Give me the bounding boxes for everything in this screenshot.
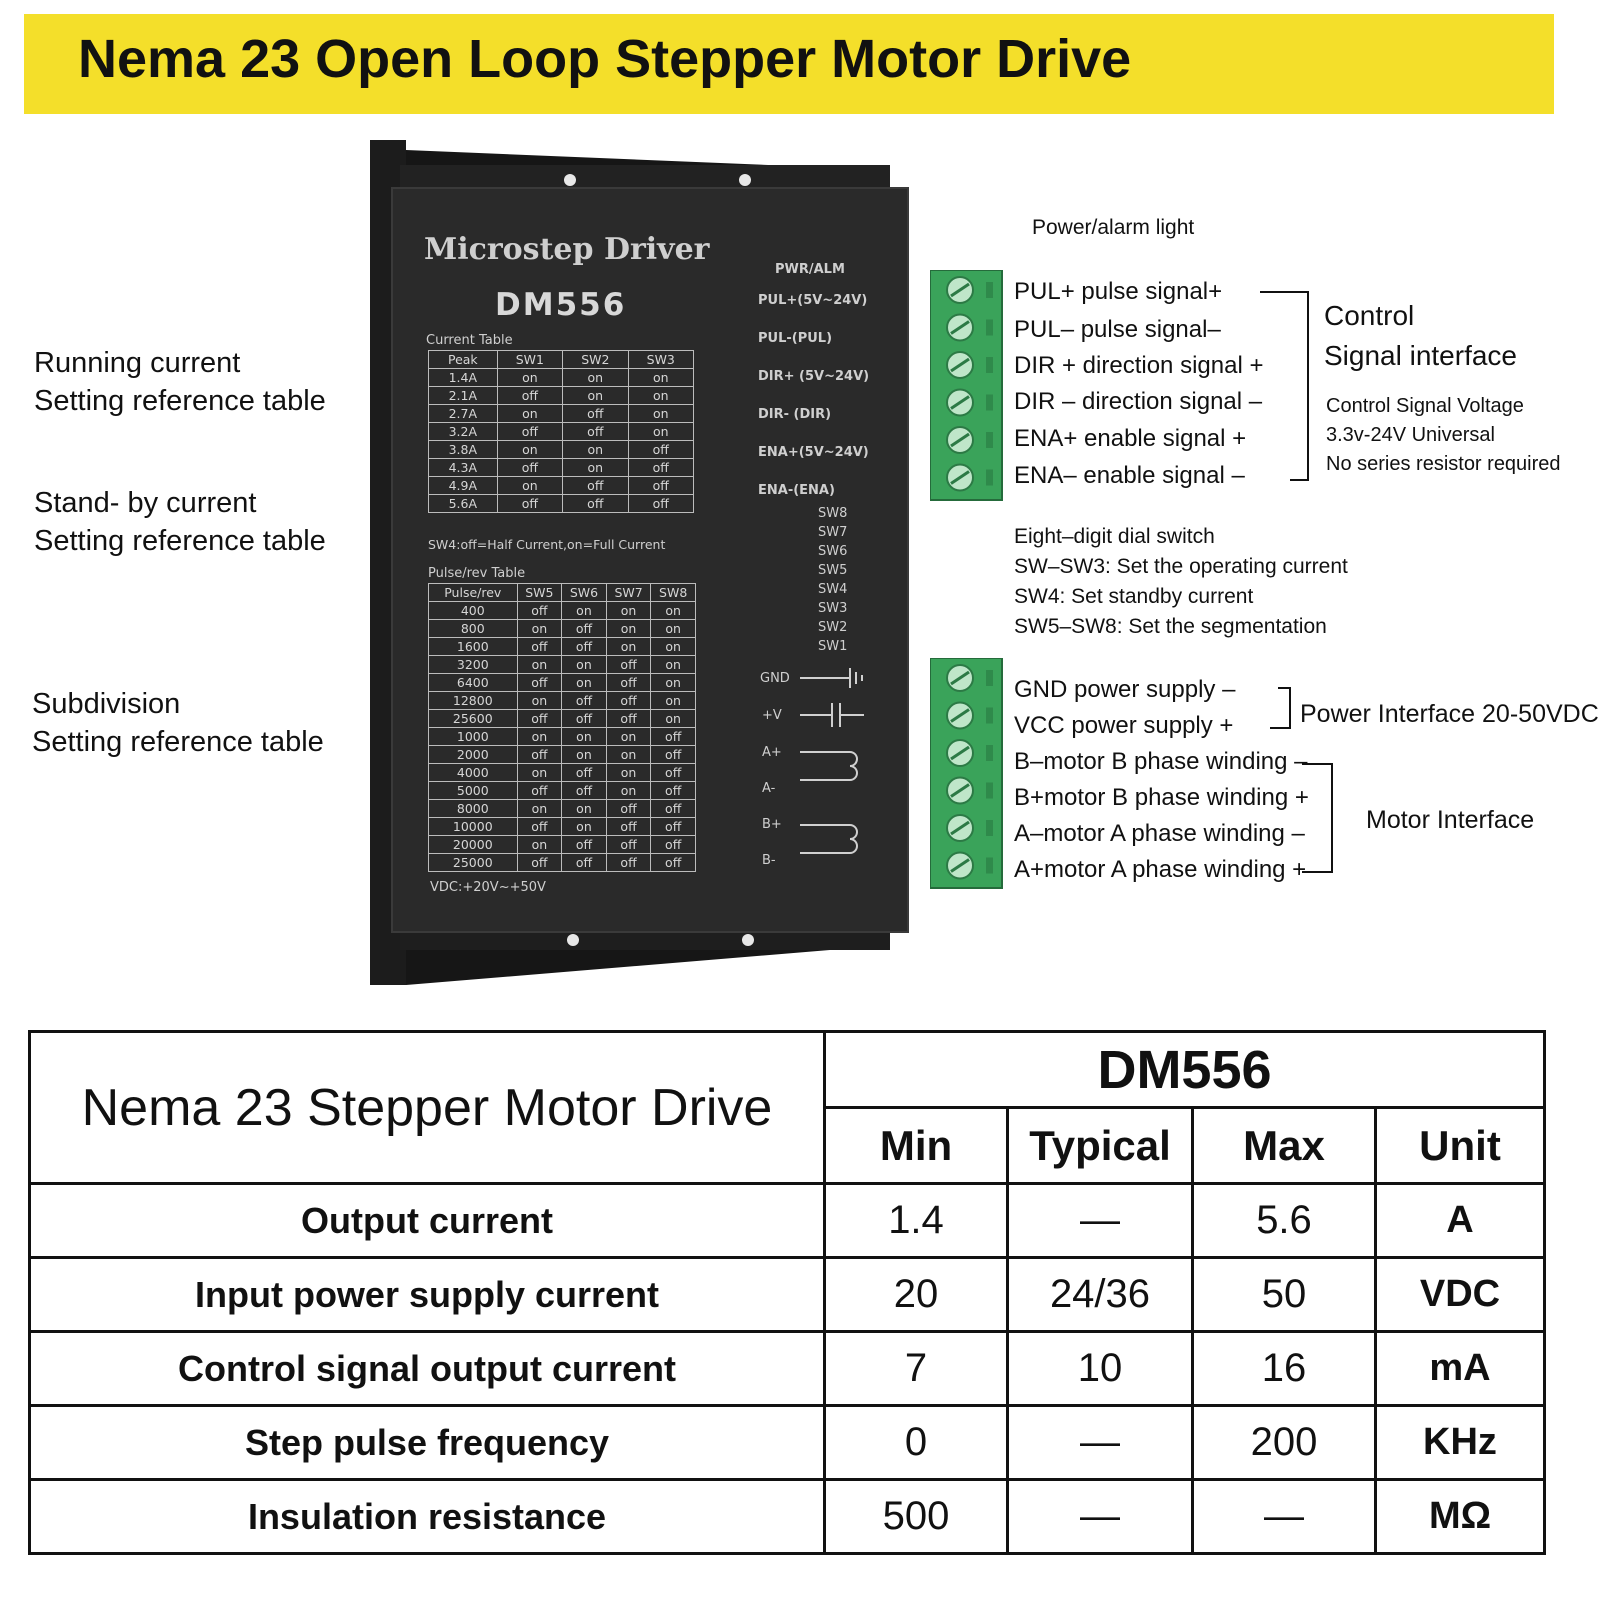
terminal-slot xyxy=(986,820,993,836)
table-cell: on xyxy=(517,728,562,746)
pulse-table xyxy=(428,583,696,872)
table-cell: 8000 xyxy=(429,800,518,818)
table-row xyxy=(429,387,694,405)
power-signal-label: GND power supply – xyxy=(1014,676,1236,703)
pin-label: ENA-(ENA) xyxy=(758,483,835,498)
control-signal-label: ENA– enable signal – xyxy=(1014,462,1245,489)
header-typical: Typical xyxy=(1008,1108,1193,1184)
table-header-cell: SW6 xyxy=(562,584,607,602)
table-cell: off xyxy=(606,656,651,674)
table-cell: on xyxy=(606,728,651,746)
table-row xyxy=(429,495,694,513)
table-cell: off xyxy=(562,836,607,854)
control-interface-label: Control Signal interface xyxy=(1324,300,1518,371)
power-pin-label: B+ xyxy=(762,817,782,832)
spec-typ: 24/36 xyxy=(1008,1258,1193,1332)
table-cell: on xyxy=(628,405,693,423)
table-cell: on xyxy=(517,800,562,818)
power-pin-label: A- xyxy=(762,781,776,796)
switch-label: SW7 xyxy=(818,525,848,540)
table-header-cell: SW5 xyxy=(517,584,562,602)
table-row xyxy=(429,800,696,818)
table-row xyxy=(429,818,696,836)
table-cell: on xyxy=(628,369,693,387)
table-cell: 800 xyxy=(429,620,518,638)
spec-param: Insulation resistance xyxy=(30,1480,825,1554)
table-cell: on xyxy=(651,602,696,620)
table-cell: off xyxy=(651,800,696,818)
table-cell: off xyxy=(651,818,696,836)
spec-param: Input power supply current xyxy=(30,1258,825,1332)
spec-max: 200 xyxy=(1193,1406,1376,1480)
table-cell: on xyxy=(606,620,651,638)
table-cell: off xyxy=(517,818,562,836)
table-cell: 20000 xyxy=(429,836,518,854)
control-signal-label: DIR – direction signal – xyxy=(1014,388,1263,415)
table-cell: off xyxy=(606,854,651,872)
pin-label: DIR- (DIR) xyxy=(758,407,832,422)
table-row xyxy=(429,836,696,854)
table-cell: on xyxy=(651,674,696,692)
table-cell: on xyxy=(563,441,628,459)
table-cell: on xyxy=(563,369,628,387)
pin-label: PUL+(5V~24V) xyxy=(758,293,868,308)
table-cell: 1000 xyxy=(429,728,518,746)
switch-label: SW1 xyxy=(818,639,848,654)
table-cell: on xyxy=(497,405,562,423)
table-cell: off xyxy=(497,459,562,477)
table-cell: on xyxy=(517,764,562,782)
table-cell: on xyxy=(606,746,651,764)
table-row xyxy=(429,477,694,495)
spec-max: 5.6 xyxy=(1193,1184,1376,1258)
table-cell: off xyxy=(517,710,562,728)
spec-model: DM556 xyxy=(825,1032,1545,1108)
spec-title: Nema 23 Stepper Motor Drive xyxy=(30,1032,825,1184)
table-cell: off xyxy=(628,441,693,459)
table-cell: 10000 xyxy=(429,818,518,836)
spec-table xyxy=(28,1030,1546,1555)
spec-min: 1.4 xyxy=(825,1184,1008,1258)
power-pin-label: B- xyxy=(762,853,776,868)
table-cell: 25600 xyxy=(429,710,518,728)
spec-max: 16 xyxy=(1193,1332,1376,1406)
table-cell: off xyxy=(628,477,693,495)
pin-label: PWR/ALM xyxy=(775,262,845,277)
spec-min: 20 xyxy=(825,1258,1008,1332)
table-cell: off xyxy=(628,495,693,513)
table-cell: on xyxy=(651,710,696,728)
table-cell: 2.7A xyxy=(429,405,498,423)
table-row xyxy=(429,728,696,746)
spec-min: 500 xyxy=(825,1480,1008,1554)
table-cell: on xyxy=(651,620,696,638)
spec-unit: VDC xyxy=(1376,1258,1545,1332)
table-cell: 4.3A xyxy=(429,459,498,477)
table-cell: 12800 xyxy=(429,692,518,710)
power-interface-label: Power Interface 20-50VDC xyxy=(1300,700,1599,728)
control-signal-label: PUL+ pulse signal+ xyxy=(1014,278,1223,305)
terminal-slot xyxy=(986,282,993,298)
table-cell: off xyxy=(563,495,628,513)
table-cell: on xyxy=(497,441,562,459)
table-cell: on xyxy=(517,836,562,854)
table-cell: 2.1A xyxy=(429,387,498,405)
table-cell: off xyxy=(651,746,696,764)
power-pin-label: A+ xyxy=(762,745,782,760)
table-header-cell: Pulse/rev xyxy=(429,584,518,602)
control-voltage-note: Control Signal Voltage 3.3v-24V Universal No series resistor required xyxy=(1326,395,1561,475)
power-pin-label: GND xyxy=(760,671,790,686)
table-cell: 25000 xyxy=(429,854,518,872)
table-cell: on xyxy=(562,746,607,764)
table-cell: off xyxy=(651,782,696,800)
table-row xyxy=(429,459,694,477)
switch-label: SW5 xyxy=(818,563,848,578)
table-cell: on xyxy=(562,728,607,746)
table-cell: off xyxy=(562,764,607,782)
motor-interface-label: Motor Interface xyxy=(1366,806,1535,834)
switch-label: SW4 xyxy=(818,582,848,597)
table-cell: 1.4A xyxy=(429,369,498,387)
table-row xyxy=(429,638,696,656)
table-cell: off xyxy=(517,674,562,692)
table-cell: on xyxy=(563,459,628,477)
table-row xyxy=(429,423,694,441)
driver-brand: Microstep Driver xyxy=(424,232,710,267)
table-cell: off xyxy=(606,710,651,728)
table-cell: off xyxy=(562,854,607,872)
spec-param: Step pulse frequency xyxy=(30,1406,825,1480)
table-cell: on xyxy=(562,656,607,674)
terminal-slot xyxy=(986,745,993,761)
table-row xyxy=(429,782,696,800)
terminal-slot xyxy=(986,395,993,411)
running-current-callout: Running current Setting reference table xyxy=(34,347,326,417)
table-cell: 5000 xyxy=(429,782,518,800)
table-cell: off xyxy=(606,674,651,692)
spec-min: 7 xyxy=(825,1332,1008,1406)
switch-label: SW3 xyxy=(818,601,848,616)
table-row xyxy=(429,405,694,423)
motor-signal-label: A–motor A phase winding – xyxy=(1014,820,1305,847)
table-header-cell: Peak xyxy=(429,351,498,369)
table-cell: 1600 xyxy=(429,638,518,656)
power-alarm-light-label: Power/alarm light xyxy=(1032,216,1195,239)
header-min: Min xyxy=(825,1108,1008,1184)
table-header-cell: SW8 xyxy=(651,584,696,602)
table-cell: on xyxy=(606,638,651,656)
table-cell: on xyxy=(651,692,696,710)
table-cell: on xyxy=(651,656,696,674)
table-cell: on xyxy=(497,369,562,387)
pin-label: PUL-(PUL) xyxy=(758,331,833,346)
power-pin-label: +V xyxy=(762,708,782,723)
control-signal-label: DIR + direction signal + xyxy=(1014,352,1264,379)
pin-label: DIR+ (5V~24V) xyxy=(758,369,870,384)
terminal-slot xyxy=(986,783,993,799)
terminal-slot xyxy=(986,357,993,373)
table-cell: off xyxy=(562,782,607,800)
table-header-cell: SW3 xyxy=(628,351,693,369)
table-cell: on xyxy=(562,818,607,836)
vdc-label: VDC:+20V~+50V xyxy=(430,880,546,895)
table-row xyxy=(429,854,696,872)
motor-signal-label: B+motor B phase winding + xyxy=(1014,784,1309,811)
table-header-row xyxy=(429,584,696,602)
table-cell: off xyxy=(563,423,628,441)
header-max: Max xyxy=(1193,1108,1376,1184)
table-cell: 3.2A xyxy=(429,423,498,441)
table-cell: off xyxy=(628,459,693,477)
spec-row xyxy=(30,1332,1545,1406)
table-cell: off xyxy=(563,405,628,423)
table-cell: off xyxy=(562,710,607,728)
terminal-slot xyxy=(986,858,993,874)
terminal-slot xyxy=(986,320,993,336)
spec-unit: mA xyxy=(1376,1332,1545,1406)
motor-signal-label: A+motor A phase winding + xyxy=(1014,856,1307,883)
power-signal-label: VCC power supply + xyxy=(1014,712,1234,739)
spec-unit: MΩ xyxy=(1376,1480,1545,1554)
table-cell: off xyxy=(517,602,562,620)
table-row xyxy=(429,656,696,674)
table-cell: on xyxy=(606,782,651,800)
terminal-slot xyxy=(986,708,993,724)
spec-typ: 10 xyxy=(1008,1332,1193,1406)
terminal-slot xyxy=(986,432,993,448)
table-cell: off xyxy=(517,746,562,764)
table-cell: 4.9A xyxy=(429,477,498,495)
table-cell: 3.8A xyxy=(429,441,498,459)
table-cell: 4000 xyxy=(429,764,518,782)
table-header-row xyxy=(429,351,694,369)
terminal-slot xyxy=(986,470,993,486)
spec-typ: — xyxy=(1008,1184,1193,1258)
spec-row xyxy=(30,1184,1545,1258)
standby-current-callout: Stand- by current Setting reference table xyxy=(34,487,326,557)
spec-unit: KHz xyxy=(1376,1406,1545,1480)
current-table xyxy=(428,350,694,513)
table-cell: on xyxy=(562,602,607,620)
table-cell: 5.6A xyxy=(429,495,498,513)
spec-param: Output current xyxy=(30,1184,825,1258)
table-cell: off xyxy=(606,800,651,818)
table-cell: off xyxy=(651,728,696,746)
sw4-note: SW4:off=Half Current,on=Full Current xyxy=(428,537,666,552)
table-row xyxy=(429,692,696,710)
table-cell: off xyxy=(651,836,696,854)
table-cell: off xyxy=(517,638,562,656)
page-title: Nema 23 Open Loop Stepper Motor Drive xyxy=(78,29,1132,89)
table-cell: off xyxy=(562,638,607,656)
table-cell: off xyxy=(497,387,562,405)
table-header-cell: SW1 xyxy=(497,351,562,369)
table-cell: off xyxy=(517,854,562,872)
table-cell: on xyxy=(606,764,651,782)
table-cell: on xyxy=(562,674,607,692)
table-cell: on xyxy=(606,602,651,620)
table-cell: off xyxy=(517,782,562,800)
power-terminal-block xyxy=(930,658,1006,890)
table-cell: on xyxy=(517,620,562,638)
table-cell: on xyxy=(497,477,562,495)
driver-illustration xyxy=(370,140,910,1002)
spec-row xyxy=(30,1480,1545,1554)
table-cell: on xyxy=(562,800,607,818)
pulse-table-caption: Pulse/rev Table xyxy=(428,566,526,581)
table-row xyxy=(429,674,696,692)
spec-max: — xyxy=(1193,1480,1376,1554)
table-cell: on xyxy=(517,656,562,674)
table-cell: off xyxy=(497,423,562,441)
table-cell: 3200 xyxy=(429,656,518,674)
spec-unit: A xyxy=(1376,1184,1545,1258)
table-cell: off xyxy=(562,692,607,710)
table-row xyxy=(429,602,696,620)
control-signal-label: PUL– pulse signal– xyxy=(1014,316,1221,343)
switch-label: SW2 xyxy=(818,620,848,635)
table-cell: on xyxy=(628,387,693,405)
current-table-caption: Current Table xyxy=(426,333,513,348)
pin-label: ENA+(5V~24V) xyxy=(758,445,869,460)
table-cell: 6400 xyxy=(429,674,518,692)
table-row xyxy=(429,620,696,638)
table-cell: off xyxy=(606,818,651,836)
table-row xyxy=(429,764,696,782)
table-row xyxy=(429,710,696,728)
spec-param: Control signal output current xyxy=(30,1332,825,1406)
table-row xyxy=(429,369,694,387)
table-cell: off xyxy=(606,836,651,854)
table-cell: off xyxy=(651,764,696,782)
table-header-cell: SW7 xyxy=(606,584,651,602)
table-cell: on xyxy=(628,423,693,441)
header-unit: Unit xyxy=(1376,1108,1545,1184)
motor-signal-label: B–motor B phase winding – xyxy=(1014,748,1308,775)
spec-typ: — xyxy=(1008,1480,1193,1554)
subdivision-callout: Subdivision Setting reference table xyxy=(32,688,324,758)
driver-model: DM556 xyxy=(495,287,627,323)
dial-switch-description: Eight–digit dial switch SW–SW3: Set the operating current SW4: Set standby current SW5–SW8: Set the segmentation xyxy=(1014,525,1348,638)
table-cell: 400 xyxy=(429,602,518,620)
control-signal-label: ENA+ enable signal + xyxy=(1014,425,1247,452)
table-row xyxy=(429,746,696,764)
switch-label: SW6 xyxy=(818,544,848,559)
table-header-cell: SW2 xyxy=(563,351,628,369)
spec-min: 0 xyxy=(825,1406,1008,1480)
table-cell: off xyxy=(606,692,651,710)
spec-typ: — xyxy=(1008,1406,1193,1480)
table-cell: on xyxy=(651,638,696,656)
table-cell: off xyxy=(651,854,696,872)
spec-row xyxy=(30,1258,1545,1332)
table-cell: off xyxy=(497,495,562,513)
spec-max: 50 xyxy=(1193,1258,1376,1332)
control-terminal-block xyxy=(930,270,1006,502)
table-cell: on xyxy=(517,692,562,710)
terminal-slot xyxy=(986,670,993,686)
table-cell: off xyxy=(562,620,607,638)
switch-label: SW8 xyxy=(818,506,848,521)
table-row xyxy=(429,441,694,459)
table-cell: 2000 xyxy=(429,746,518,764)
spec-row xyxy=(30,1406,1545,1480)
table-cell: off xyxy=(563,477,628,495)
table-cell: on xyxy=(563,387,628,405)
